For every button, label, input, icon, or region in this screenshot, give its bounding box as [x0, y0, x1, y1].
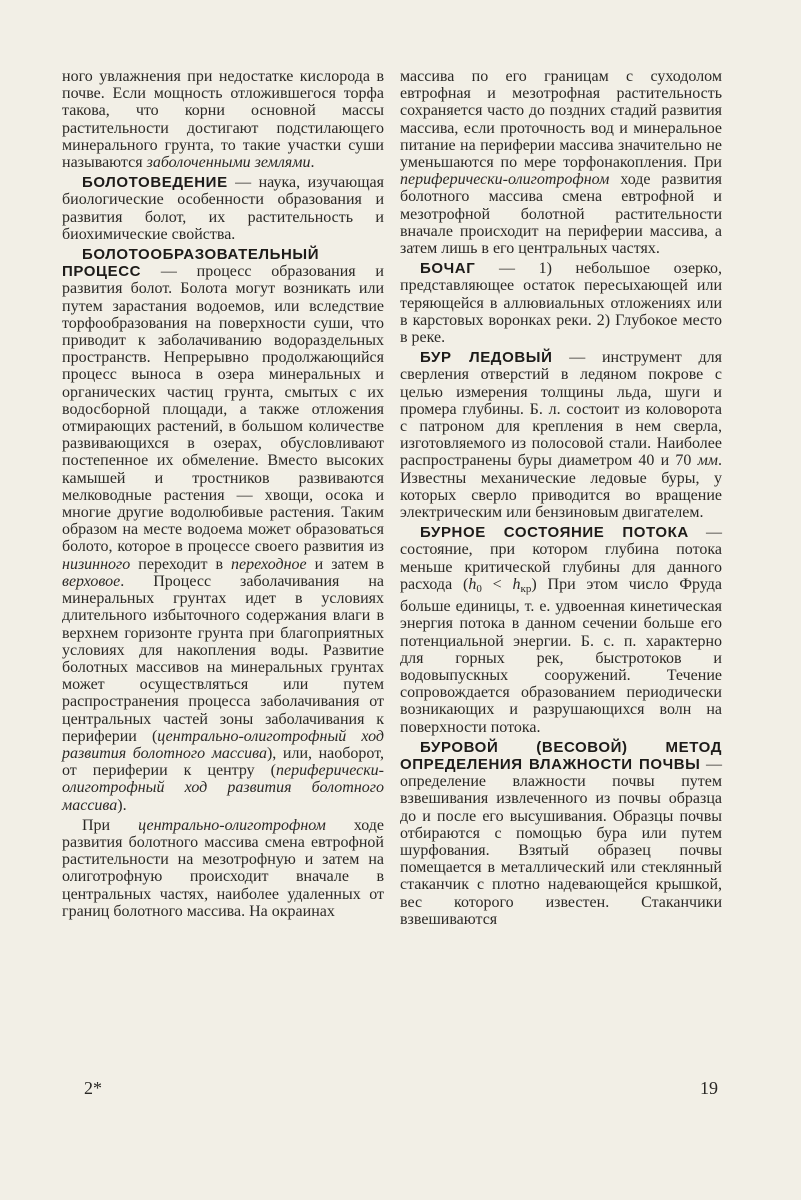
continued-paragraph — [62, 68, 384, 171]
right-column — [400, 68, 722, 928]
entry-text: — состояние, при котором глубина потока меньше критической глубины для данного расхода ( — [400, 524, 722, 593]
formula-symbol: h — [512, 575, 521, 593]
italic-term: периферически-олиготрофном — [400, 171, 610, 189]
entry-text: переходит в — [130, 555, 232, 573]
entry-bolotoobrazovatelny-process — [62, 246, 384, 814]
formula-subscript: кр — [520, 582, 532, 595]
left-column — [62, 68, 384, 920]
entry-text: ) При этом число Фруда больше единицы, т. е. удвоенная кинетическая энергия потока в данном сечении больше его потенциальной энергии. Б. с. п. характерно для горных рек, быстротоков и водовыпускных сооружений. Течение сопровождается образованием периодически возникающих и разрушающихся волн на поверхности потока. — [400, 575, 722, 736]
unit-text: мм — [697, 452, 718, 470]
entry-text: — 1) небольшое озерко, представляющее остаток пересыхающей или теряющейся в аллювиальных отложениях или в карстовых воронках реки. 2) Глубокое место в реке. — [400, 260, 722, 347]
entry-text: — наука, изучающая биологические особенности образования и развития болот, их растительность и биохимические свойства. — [62, 174, 384, 243]
entry-text: ), или, наоборот, от периферии к центру ( — [62, 744, 384, 780]
continued-paragraph — [400, 68, 722, 257]
entry-text: — определение влажности почвы путем взвешивания извлеченного из почвы образца до и после его высушивания. Образцы почвы отбираются с помощью бура или путем шурфования. Взятый образец почвы помещается в металлический или стеклянный стаканчик с плотно надевающейся крышкой, вес которого известен. Стаканчики взвешиваются — [400, 755, 722, 928]
italic-term: периферически-олиготрофный ход развития болотного массива — [62, 762, 384, 814]
formula-operator: < — [481, 575, 513, 593]
italic-term: переходное — [231, 555, 307, 573]
entry-text: и затем в — [306, 555, 384, 573]
text: При — [82, 816, 139, 834]
entry-term: БОЧАГ — [420, 260, 476, 278]
italic-term: центрально-олиготрофном — [138, 816, 326, 834]
paragraph — [62, 817, 384, 920]
entry-term: БУРНОЕ СОСТОЯНИЕ ПОТОКА — [420, 524, 689, 542]
entry-burnoe-sostoyanie — [400, 524, 722, 735]
signature-mark: 2* — [84, 1078, 102, 1098]
entry-bur-ledovy — [400, 349, 722, 521]
italic-term: заболоченными землями — [146, 154, 311, 172]
text: . — [310, 154, 315, 172]
italic-term: низинного — [62, 555, 131, 573]
text: ходе развития болотного массива смена евтрофной и мезотрофной болотной растительности вначале происходит на периферии массива, а затем лишь в его центральных частях. — [400, 171, 722, 258]
entry-term: БУРОВОЙ (ВЕСОВОЙ) МЕТОД ОПРЕДЕЛЕНИЯ ВЛАЖНОСТИ ПОЧВЫ — [400, 738, 722, 773]
entry-term: БОЛОТООБРАЗОВАТЕЛЬНЫЙ ПРОЦЕСС — [62, 246, 320, 281]
entry-text: . Известны механические ледовые буры, у которых сверло приводится во вращение электрическим или бензиновым двигателем. — [400, 452, 722, 522]
entry-text: . Процесс заболачивания на минеральных грунтах идет в условиях длительного избыточного содержания влаги в верхнем горизонте грунта при благоприятных условиях для накопления воды. Развитие болотных массивов на минеральных грунтах может осуществляться или путем распространения процесса заболачивания от центральных частей зоны заболачивания к периферии ( — [62, 572, 384, 745]
italic-term: центрально-олиготрофный ход развития болотного массива — [62, 727, 384, 762]
entry-bolotovedenie — [62, 174, 384, 243]
entry-term: БОЛОТОВЕДЕНИЕ — [82, 174, 228, 192]
entry-term: БУР ЛЕДОВЫЙ — [420, 349, 553, 367]
formula-symbol: h — [468, 575, 477, 593]
text: ходе развития болотного массива смена евтрофной растительности на мезотрофную и затем на олиготрофную происходит вначале в центральных частях, наиболее удаленных от границ болотного массива. На окраинах — [62, 816, 384, 920]
entry-text: — процесс образования и развития болот. Болота могут возникать или путем зарастания водоемов, или вследствие торфообразования на поверхности суши, что приводит к заболачиванию водораздельных пространств. Непрерывно продолжающийся процесс выноса в озера минеральных и органических частиц грунта, смытых с их водосборной площади, а также отложения отмирающих растений, в большом количестве развивающихся в озерах, обусловливают постепенное их обмеление. Вместо высоких камышей и тростников развиваются мелководные растения — хвощи, осока и многие другие водолюбивые растения. Таким образом на месте водоема может образоваться болото, которое в процессе своего развития из — [62, 263, 384, 556]
entry-bochag — [400, 260, 722, 346]
entry-burovoy-metod — [400, 739, 722, 928]
text: массива по его границам с суходолом евтрофная и мезотрофная растительность сохраняется часто до поздних стадий развития массива, если проточность вод и минеральное питание на периферии массива значительно не уменьшаются по мере торфонакопления. При — [400, 68, 722, 172]
page-number: 19 — [700, 1078, 718, 1098]
italic-term: верховое — [62, 572, 121, 590]
entry-text: — инструмент для сверления отверстий в ледяном покрове с целью измерения толщины льда, шуги и промера глубины. Б. л. состоит из коловорота с патроном для крепления в нем сверла, изготовляемого из полосовой стали. Наиболее распространены буры диаметром 40 и 70 — [400, 349, 722, 470]
formula-subscript: 0 — [476, 582, 482, 595]
entry-text: ). — [117, 796, 127, 814]
text: ного увлажнения при недостатке кислорода в почве. Если мощность отложившегося торфа такова, что корни основной массы растительности достигают подстилающего минерального грунта, то такие участки суши называются — [62, 68, 384, 172]
